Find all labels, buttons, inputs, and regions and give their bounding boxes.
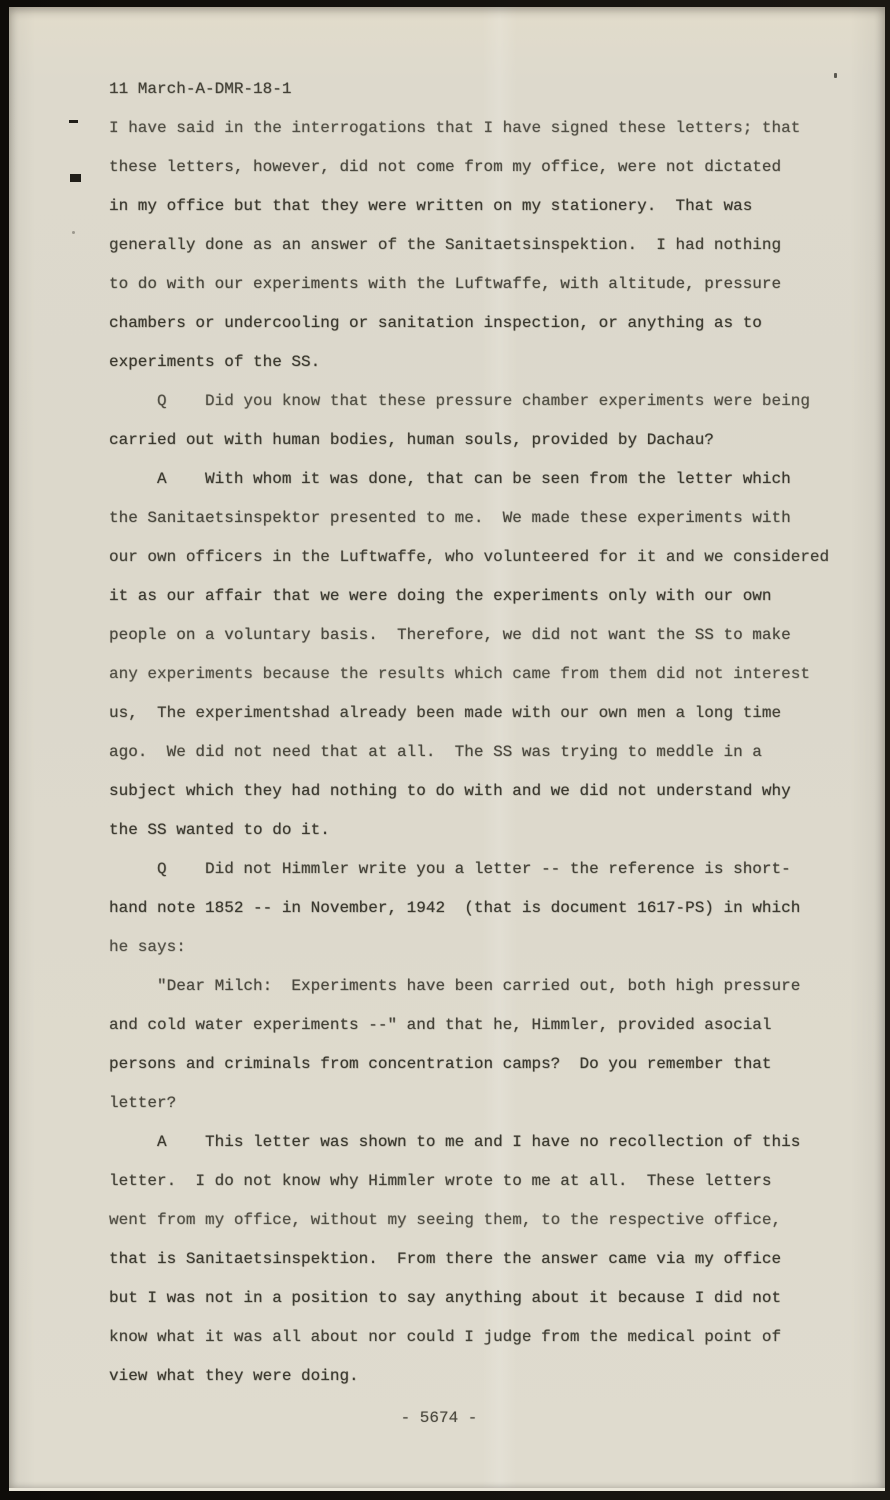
typed-line: us, The experimentshad already been made with our own men a long time xyxy=(109,704,782,722)
page-number: - 5674 - xyxy=(400,1409,478,1427)
typed-line-answer: A With whom it was done, that can be seen from the letter which xyxy=(109,470,791,488)
typed-line: any experiments because the results which came from them did not interest xyxy=(109,665,810,683)
typed-line: that is Sanitaetsinspektion. From there the answer came via my office xyxy=(109,1250,782,1268)
document-header: 11 March-A-DMR-18-1 xyxy=(109,80,292,98)
typed-line: letter. I do not know why Himmler wrote to me at all. These letters xyxy=(109,1172,772,1190)
typed-line: generally done as an answer of the Sanitaetsinspektion. I had nothing xyxy=(109,236,782,254)
typed-line: the SS wanted to do it. xyxy=(109,821,330,839)
typed-line: carried out with human bodies, human souls, provided by Dachau? xyxy=(109,431,714,449)
typed-line-quote: and cold water experiments --" and that he, Himmler, provided asocial xyxy=(109,1016,772,1034)
margin-dot-mark xyxy=(72,231,75,234)
typed-line: these letters, however, did not come from my office, were not dictated xyxy=(109,158,782,176)
typed-line-question: Q Did not Himmler write you a letter -- the reference is short- xyxy=(109,860,791,878)
typed-line: people on a voluntary basis. Therefore, we did not want the SS to make xyxy=(109,626,791,644)
typed-line: subject which they had nothing to do with and we did not understand why xyxy=(109,782,791,800)
typed-line: view what they were doing. xyxy=(109,1367,359,1385)
typed-line: chambers or undercooling or sanitation inspection, or anything as to xyxy=(109,314,762,332)
typed-line: the Sanitaetsinspektor presented to me. We made these experiments with xyxy=(109,509,791,527)
typed-line: ago. We did not need that at all. The SS was trying to meddle in a xyxy=(109,743,762,761)
typed-line: but I was not in a position to say anything about it because I did not xyxy=(109,1289,782,1307)
typed-line: persons and criminals from concentration camps? Do you remember that xyxy=(109,1055,772,1073)
typed-line: went from my office, without my seeing them, to the respective office, xyxy=(109,1211,782,1229)
typed-line: in my office but that they were written on my stationery. That was xyxy=(109,197,753,215)
typed-line: hand note 1852 -- in November, 1942 (that is document 1617-PS) in which xyxy=(109,899,801,917)
margin-dash-mark xyxy=(69,120,78,123)
typed-text-block xyxy=(109,70,851,1396)
typed-line: know what it was all about nor could I judge from the medical point of xyxy=(109,1328,782,1346)
typed-line: to do with our experiments with the Luftwaffe, with altitude, pressure xyxy=(109,275,782,293)
typed-line: experiments of the SS. xyxy=(109,353,321,371)
typed-line-quote: "Dear Milch: Experiments have been carried out, both high pressure xyxy=(109,977,801,995)
typed-line: I have said in the interrogations that I have signed these letters; that xyxy=(109,119,801,137)
typed-line: it as our affair that we were doing the experiments only with our own xyxy=(109,587,772,605)
typed-line-answer: A This letter was shown to me and I have no recollection of this xyxy=(109,1133,801,1151)
document-paper xyxy=(9,7,885,1491)
margin-square-mark xyxy=(70,174,81,182)
typed-line-question: Q Did you know that these pressure chamber experiments were being xyxy=(109,392,810,410)
typed-line: our own officers in the Luftwaffe, who volunteered for it and we considered xyxy=(109,548,830,566)
typed-line: letter? xyxy=(109,1094,177,1112)
typed-line: he says: xyxy=(109,938,186,956)
